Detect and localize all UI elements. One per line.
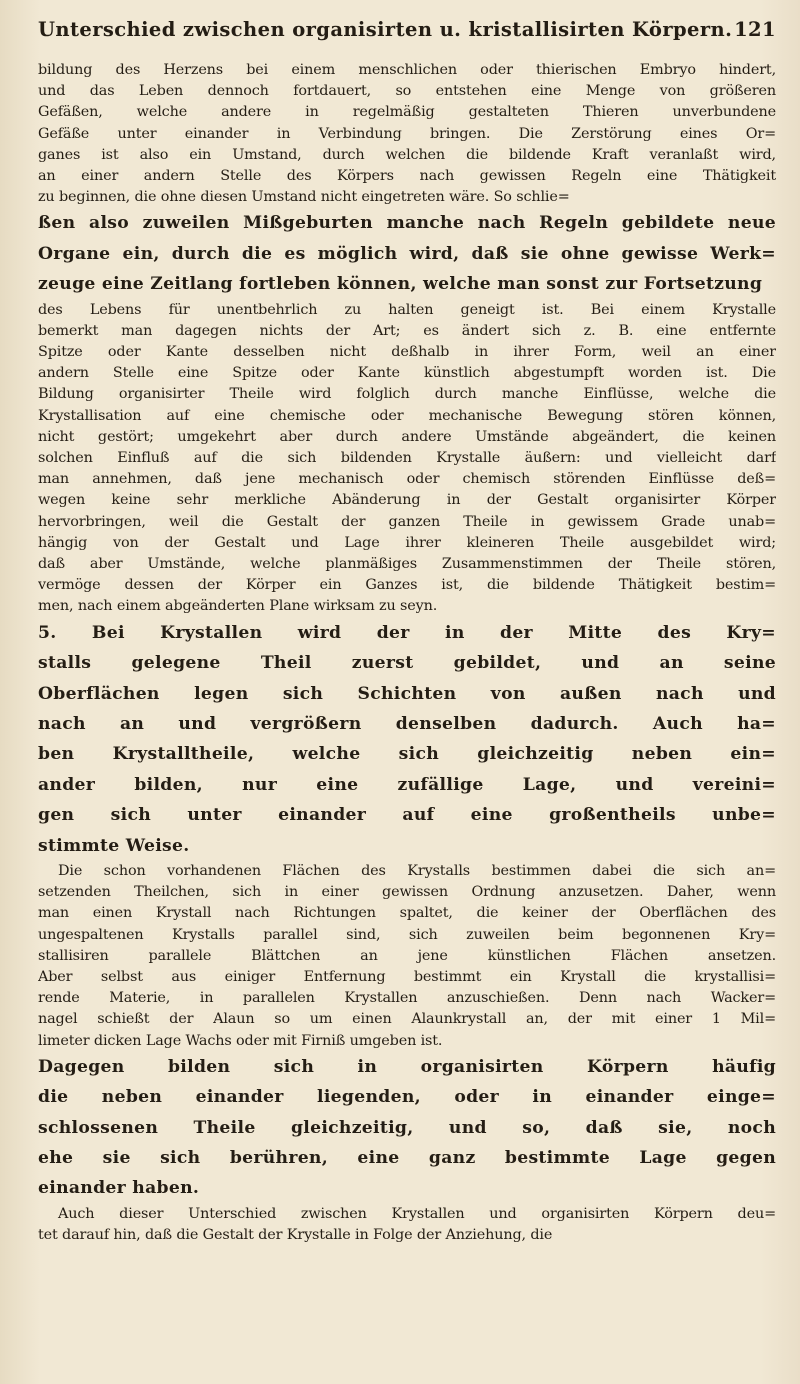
text-line: man annehmen, daß jene mechanisch oder chemisch störenden Einflüsse deß= (38, 471, 776, 488)
text-line: Oberflächen legen sich Schichten von außen nach und (38, 683, 776, 704)
text-line: des Lebens für unentbehrlich zu halten geneigt ist. Bei einem Krystalle (38, 301, 776, 318)
text-line: Gefäße unter einander in Verbindung bringen. Die Zerstörung eines Or= (38, 125, 776, 142)
small-paragraph (38, 1204, 776, 1246)
text-line: tet darauf hin, daß die Gestalt der Krystalle in Folge der Anziehung, die (38, 1227, 553, 1243)
text-line: zu beginnen, die ohne diesen Umstand nicht eingetreten wäre. So schlie= (38, 189, 570, 206)
text-line: Die schon vorhandenen Flächen des Krystalls bestimmen dabei die sich an= (58, 862, 776, 879)
page-number: 121 (734, 18, 776, 41)
text-line: Dagegen bilden sich in organisirten Körpern häufig (38, 1056, 776, 1077)
text-line: die neben einander liegenden, oder in einander einge= (38, 1087, 776, 1108)
running-title: Unterschied zwischen organisirten u. kristallisirten Körpern. (38, 18, 733, 41)
small-paragraph (38, 300, 776, 618)
text-line: nagel schießt der Alaun so um einen Alaunkrystall an, der mit einer 1 Mil= (38, 1011, 776, 1028)
text-line: stallisiren parallele Blättchen an jene künstlichen Flächen ansetzen. (38, 947, 776, 964)
small-paragraph (38, 861, 776, 1052)
text-line: hängig von der Gestalt und Lage ihrer kleineren Theile ausgebildet wird; (38, 534, 776, 551)
text-line: ßen also zuweilen Mißgeburten manche nach Regeln gebildete neue (38, 213, 776, 234)
text-line: schlossenen Theile gleichzeitig, und so, daß sie, noch (38, 1117, 776, 1138)
text-line: zeuge eine Zeitlang fortleben können, welche man sonst zur Fortsetzung (38, 274, 763, 295)
large-paragraph (38, 208, 776, 299)
text-line: und das Leben dennoch fortdauert, so entstehen eine Menge von größeren (38, 83, 776, 100)
text-line: Krystallisation auf eine chemische oder mechanische Bewegung stören können, (38, 407, 776, 424)
text-line: stimmte Weise. (38, 835, 190, 856)
text-line: man einen Krystall nach Richtungen spaltet, die keiner der Oberflächen des (38, 905, 776, 922)
large-paragraph (38, 618, 776, 861)
text-line: ungespaltenen Krystalls parallel sind, sich zuweilen beim begonnenen Kry= (38, 926, 776, 943)
text-line: wegen keine sehr merkliche Abänderung in der Gestalt organisirter Körper (38, 492, 776, 509)
text-line: hervorbringen, weil die Gestalt der ganzen Theile in gewissem Grade unab= (38, 513, 776, 530)
text-line: ander bilden, nur eine zufällige Lage, und vereini= (38, 774, 776, 795)
page-body (38, 60, 776, 1246)
text-line: ehe sie sich berühren, eine ganz bestimmte Lage gegen (38, 1147, 776, 1168)
text-line: stalls gelegene Theil zuerst gebildet, und an seine (38, 653, 776, 674)
small-paragraph (38, 60, 776, 208)
text-line: einander haben. (38, 1178, 200, 1199)
text-line: setzenden Theilchen, sich in einer gewissen Ordnung anzusetzen. Daher, wenn (38, 884, 776, 901)
text-line: rende Materie, in parallelen Krystallen anzuschießen. Denn nach Wacker= (38, 990, 776, 1007)
text-line: Aber selbst aus einiger Entfernung bestimmt ein Krystall die krystallisi= (38, 968, 776, 985)
text-line: Auch dieser Unterschied zwischen Krystallen und organisirten Körpern deu= (58, 1205, 776, 1222)
text-line: 5. Bei Krystallen wird der in der Mitte des Kry= (38, 622, 776, 643)
text-line: Gefäßen, welche andere in regelmäßig gestalteten Thieren unverbundene (38, 104, 776, 121)
page-header (38, 18, 776, 48)
large-paragraph (38, 1052, 776, 1204)
text-line: nach an und vergrößern denselben dadurch. Auch ha= (38, 713, 776, 734)
text-line: ben Krystalltheile, welche sich gleichzeitig neben ein= (38, 744, 776, 765)
text-line: ganes ist also ein Umstand, durch welchen die bildende Kraft veranlaßt wird, (38, 146, 776, 163)
text-line: nicht gestört; umgekehrt aber durch andere Umstände abgeändert, die keinen (38, 428, 776, 445)
text-line: daß aber Umstände, welche planmäßiges Zusammenstimmen der Theile stören, (38, 556, 776, 573)
text-line: andern Stelle eine Spitze oder Kante künstlich abgestumpft worden ist. Die (38, 365, 776, 382)
text-line: an einer andern Stelle des Körpers nach gewissen Regeln eine Thätigkeit (38, 168, 776, 185)
text-line: limeter dicken Lage Wachs oder mit Firniß umgeben ist. (38, 1032, 443, 1049)
text-line: vermöge dessen der Körper ein Ganzes ist, die bildende Thätigkeit bestim= (38, 577, 776, 594)
text-line: bemerkt man dagegen nichts der Art; es ändert sich z. B. eine entfernte (38, 322, 776, 339)
text-line: bildung des Herzens bei einem menschlichen oder thierischen Embryo hindert, (38, 62, 776, 78)
text-line: men, nach einem abgeänderten Plane wirksam zu seyn. (38, 598, 438, 615)
text-line: Spitze oder Kante desselben nicht deßhalb in ihrer Form, weil an einer (38, 344, 776, 361)
text-line: Organe ein, durch die es möglich wird, daß sie ohne gewisse Werk= (38, 243, 776, 264)
text-line: solchen Einfluß auf die sich bildenden Krystalle äußern: und vielleicht darf (38, 450, 776, 467)
text-line: Bildung organisirter Theile wird folglich durch manche Einflüsse, welche die (38, 386, 776, 403)
text-line: gen sich unter einander auf eine großentheils unbe= (38, 805, 776, 826)
